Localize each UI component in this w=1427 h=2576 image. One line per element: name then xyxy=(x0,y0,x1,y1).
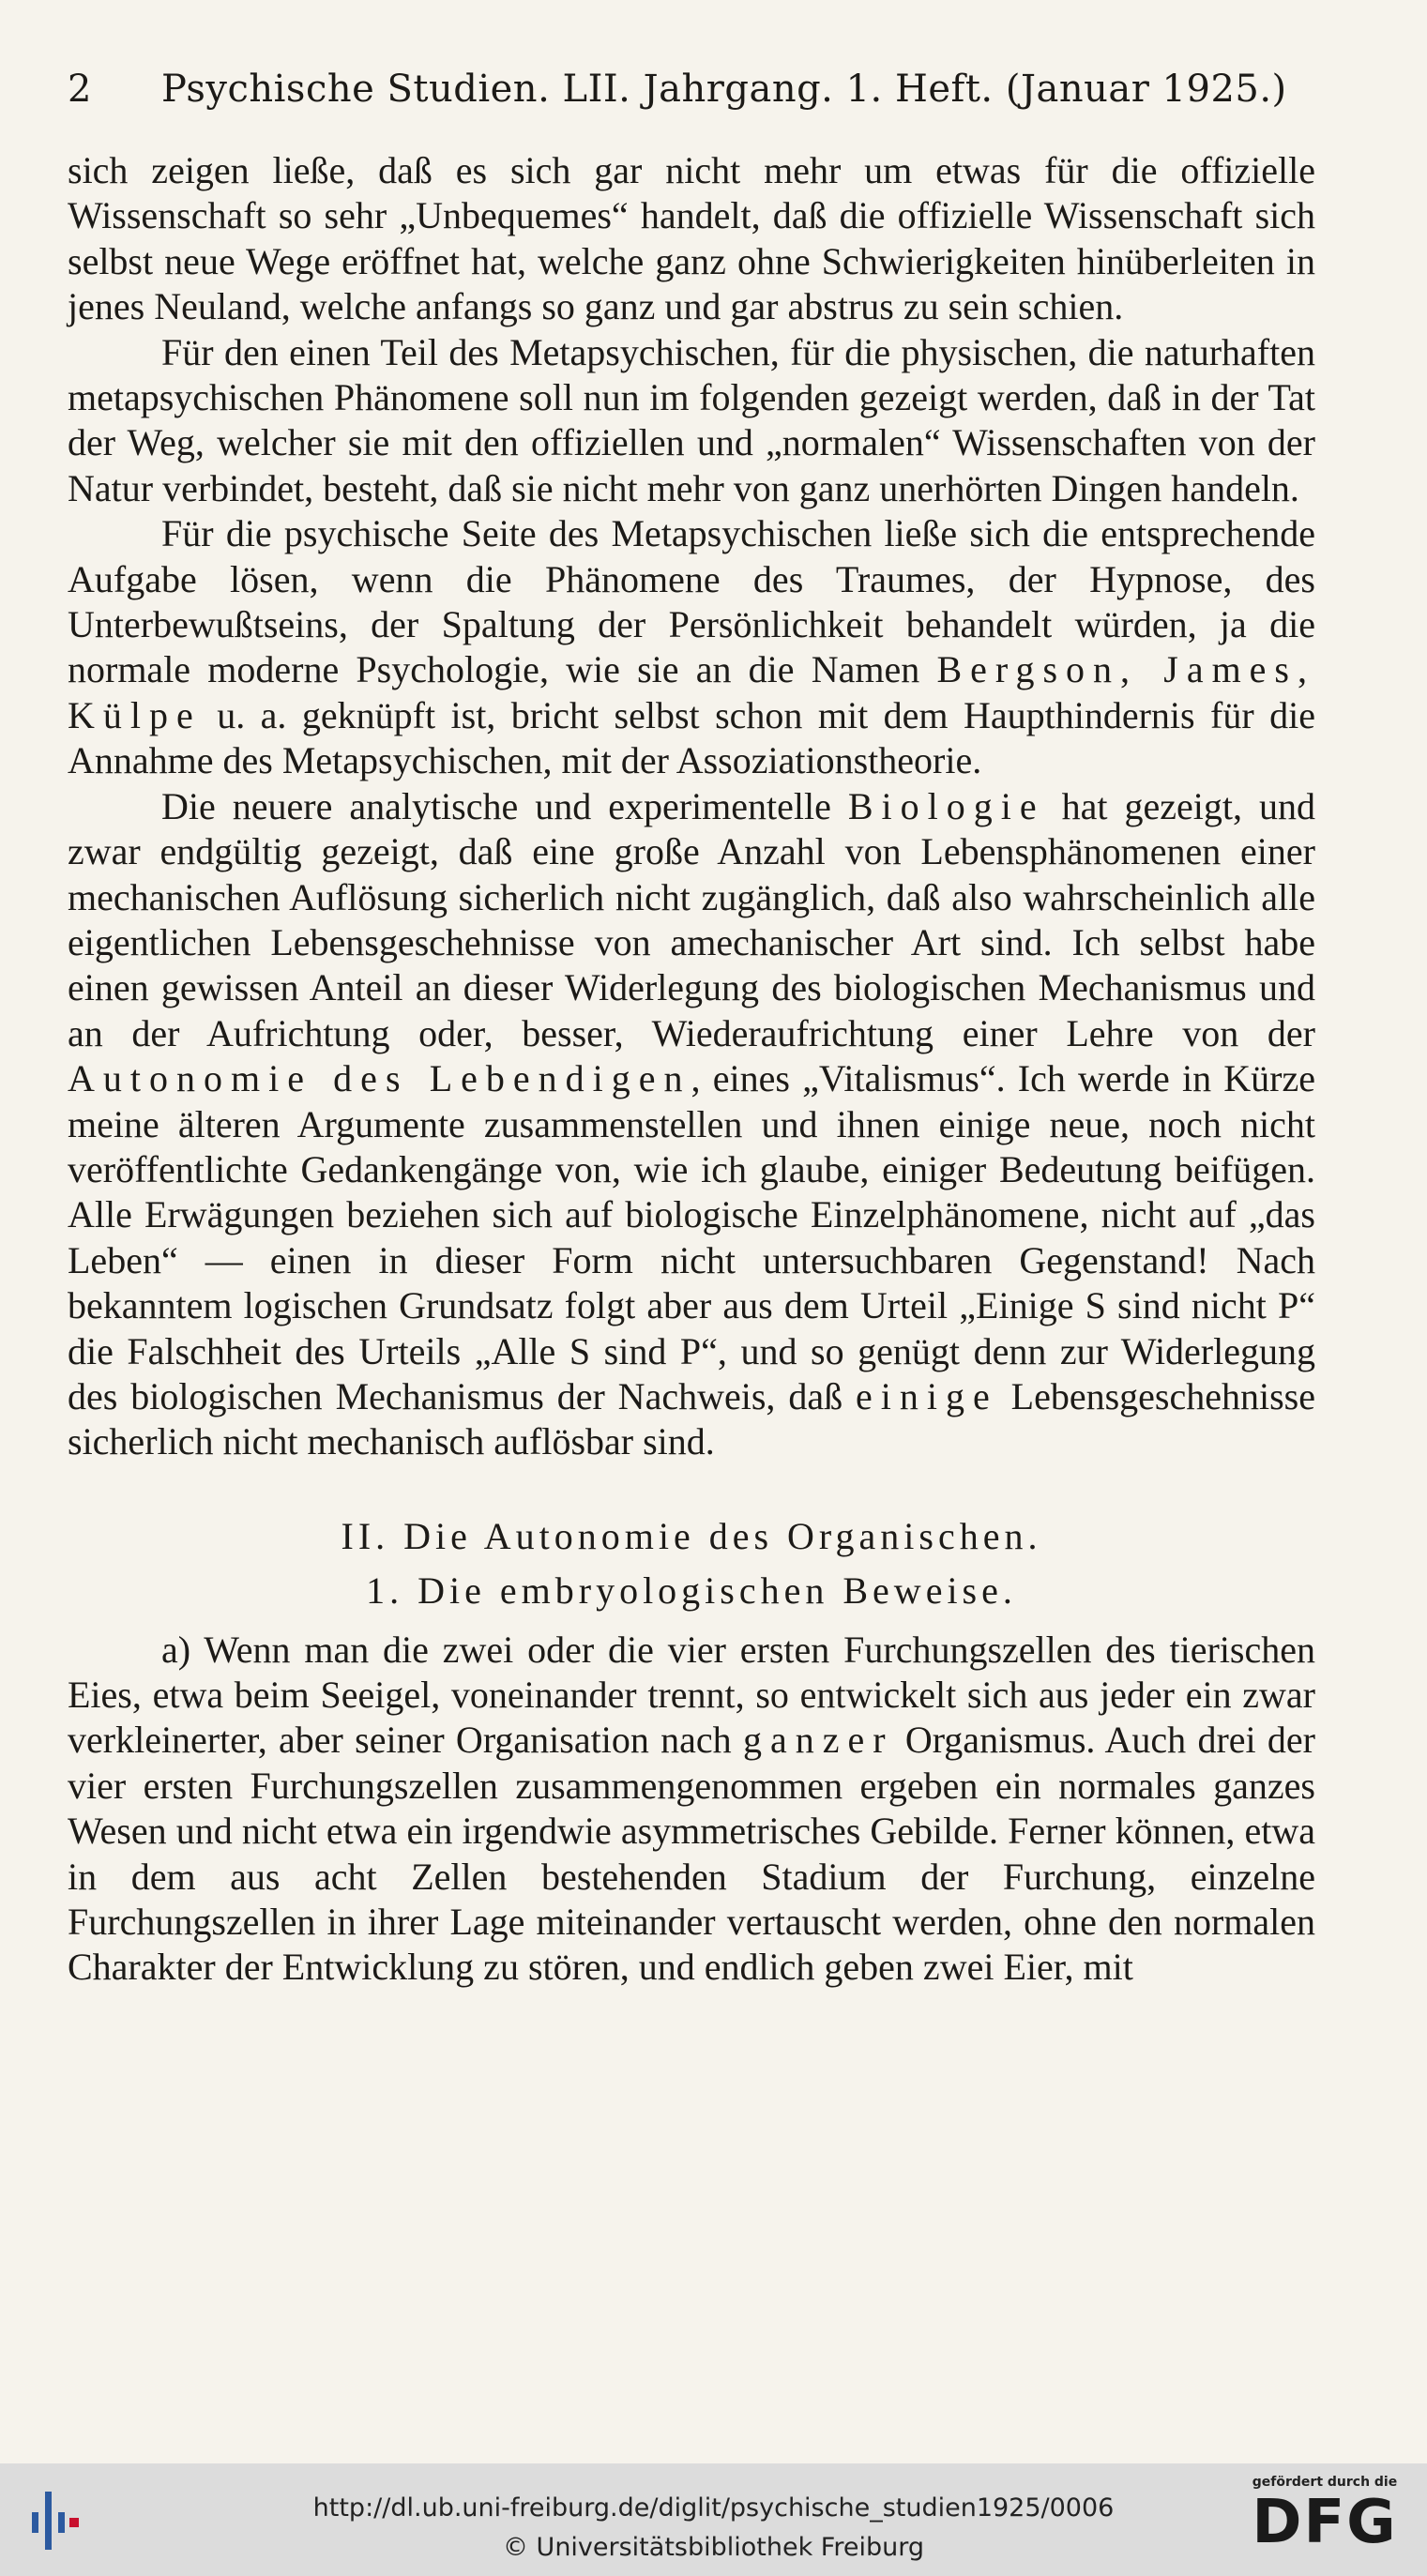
paragraph-4-text-c: , eines „Vitalismus“. Ich werde in Kürze meine älteren Argumente zusammenstellen und ihnen einige neue, noch nicht veröffentlichte Gedankengänge von, wie ich glaube, einiger Bedeutung beifügen. Alle Erwägungen beziehen sich auf biologische Einzelphänomene, nicht auf „das Leben“ — einen in dieser Form nicht untersuchbaren Gegenstand! Nach bekanntem logischen Grundsatz folgt aber aus dem Urteil „Einige S sind nicht P“ die Falschheit des Urteils „Alle S sind P“, und so genügt denn zur Widerlegung des biologischen Mechanismus der Nachweis, daß xyxy=(68,1057,1316,1417)
paragraph-5-text-a: a) Wenn man die zwei oder die vier ersten Furchungszellen des tierischen Eies, etwa beim Seeigel, voneinander trennt, so entwickelt sich aus jeder ein zwar verkleinerter, aber seiner Organisation nach xyxy=(68,1628,1315,1762)
spaced-names: Bergson, James, Külpe xyxy=(68,648,1316,736)
dfg-mark: DFG xyxy=(1252,2488,1398,2557)
paragraph-4-text-a: Die neuere analytische und experimentelle xyxy=(161,784,848,827)
page-number: 2 xyxy=(68,68,92,111)
subsection-heading: 1. Die embryologischen Beweise. xyxy=(366,1569,1017,1613)
spaced-biologie: Biologie xyxy=(847,784,1045,827)
dfg-logo xyxy=(1245,2475,1404,2555)
spaced-autonomie: Autonomie des Lebendigen xyxy=(68,1057,691,1100)
spaced-einige: einige xyxy=(856,1374,998,1417)
running-header xyxy=(68,68,1315,111)
spaced-ganzer: ganzer xyxy=(742,1719,894,1762)
paragraph-3 xyxy=(68,511,1315,783)
running-title: Psychische Studien. LII. Jahrgang. 1. Heft. (Januar 1925.) xyxy=(161,68,1287,111)
body-text xyxy=(68,148,1315,1991)
paragraph-4-text-b: hat gezeigt, und zwar endgültig gezeigt, daß eine große Anzahl von Lebensphänomenen einer mechanischen Auflösung sicherlich nicht zugänglich, daß also wahrscheinlich alle eigentlichen Lebensgeschehnisse von amechanischer Art sind. Ich selbst habe einen gewissen Anteil an dieser Widerlegung des biologischen Mechanismus und an der Aufrichtung oder, besser, Wiederaufrichtung einer Lehre von der xyxy=(68,784,1315,1054)
copyright-notice: © Universitätsbibliothek Freiburg xyxy=(502,2533,925,2562)
paragraph-1: sich zeigen ließe, daß es sich gar nicht mehr um etwas für die offizielle Wissenschaft so sehr „Unbequemes“ handelt, daß die offizielle Wissenschaft sich selbst neue Wege eröffnet hat, welche ganz ohne Schwierigkeiten hinüberleiten in jenes Neuland, welche anfangs so ganz und gar abstrus zu sein schien. xyxy=(68,149,1315,328)
paragraph-4 xyxy=(68,784,1315,1465)
paragraph-3-text-a: Für die psychische Seite des Metapsychischen ließe sich die entsprechende Aufgabe lösen, wenn die Phänomene des Traumes, der Hypnose, des Unterbewußtseins, der Spaltung der Persönlichkeit behandelt würden, ja die normale moderne Psychologie, wie sie an die Namen xyxy=(68,512,1315,691)
paragraph-5-text-b: Organismus. Auch drei der vier ersten Furchungszellen zusammengenommen ergeben ein normales ganzes Wesen und nicht etwa ein irgendwie asymmetrisches Gebilde. Ferner können, etwa in dem aus acht Zellen bestehenden Stadium der Furchung, einzelne Furchungszellen in ihrer Lage miteinander vertauscht werden, ohne den normalen Charakter der Entwicklung zu stören, und endlich geben zwei Eier, mit xyxy=(68,1719,1315,1989)
paragraph-4-text-d: Lebensgeschehnisse sicherlich nicht mechanisch auflösbar sind. xyxy=(68,1374,1315,1463)
section-heading: II. Die Autonomie des Organischen. xyxy=(341,1514,1042,1557)
paragraph-2: Für den einen Teil des Metapsychischen, für die physischen, die naturhaften metapsychischen Phänomene soll nun im folgenden gezeigt werden, daß in der Tat der Weg, welcher sie mit den offiziellen und „normalen“ Wissenschaften von der Natur verbindet, besteht, daß sie nicht mehr von ganz unerhörten Dingen handeln. xyxy=(68,330,1315,509)
paragraph-3-text-b: u. a. geknüpft ist, bricht selbst schon mit dem Haupthindernis für die Annahme des Metapsychischen, mit der Assoziationstheorie. xyxy=(68,693,1315,782)
permalink-url[interactable]: http://dl.ub.uni-freiburg.de/diglit/psychische_studien1925/0006 xyxy=(312,2493,1115,2523)
dfg-caption: gefördert durch die xyxy=(1252,2475,1398,2490)
viewer-footer xyxy=(0,2463,1427,2576)
paragraph-5 xyxy=(68,1628,1315,1991)
